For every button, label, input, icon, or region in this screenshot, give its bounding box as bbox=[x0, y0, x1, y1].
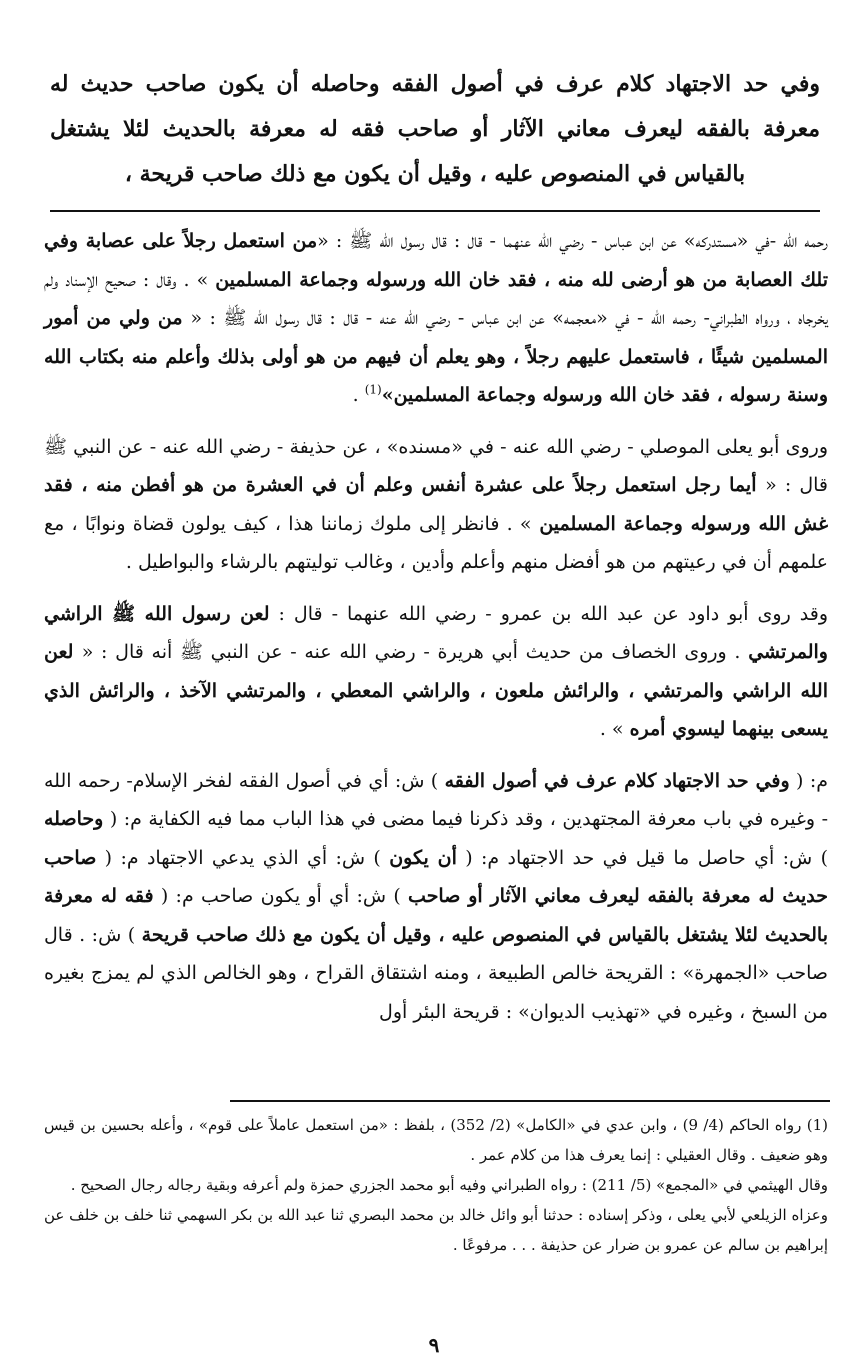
paragraph-1 bbox=[44, 222, 828, 415]
text-run: . وروى الخصاف من حديث أبي هريرة - رضي الله عنه - عن النبي ﷺ أنه قال : « bbox=[81, 641, 749, 663]
footnote-line: خلف بن خلف عن إبراهيم بن سالم عن عمرو بن ضرار عن حذيفة . . . مرفوعًا . bbox=[44, 1206, 828, 1254]
paragraph-2 bbox=[44, 428, 828, 582]
matn-quote: وفي حد الاجتهاد كلام عرف في أصول الفقه bbox=[444, 769, 790, 792]
matn-quote: صاحب حديث له معرفة بالفقه ليعرف معاني الآثار أو صاحب bbox=[44, 846, 828, 907]
text-run: ) ش: أي في أصول الفقه لفخر الإسلام- رحمه الله - وغيره في باب معرفة المجتهدين ، وقد ذكرنا فيما مضى في هذا الباب مما فيه الكفاية م: ( bbox=[44, 769, 828, 830]
footnotes-block bbox=[44, 1110, 828, 1260]
footnote-1 bbox=[44, 1110, 828, 1170]
hadith-quote: أيما رجل استعمل رجلاً على عشرة أنفس وعلم أن في العشرة من هو أفطن منه ، فقد غش الله ورسوله وجماعة المسلمين bbox=[44, 474, 829, 535]
matn-quote: أن يكون bbox=[389, 846, 457, 869]
text-run: وروى أبو يعلى الموصلي - رضي الله عنه - في «مسنده» ، عن حذيفة - رضي الله عنه - عن النبي ﷺ قال : « bbox=[44, 435, 829, 496]
matn-line-1: وفي حد الاجتهاد كلام عرف في أصول الفقه وحاصله أن يكون صاحب حديث له معرفة بالفقه bbox=[50, 71, 820, 142]
text-run: ) ش: . قال صاحب «الجمهرة» : القريحة خالص الطبيعة ، ومنه اشتقاق القراح ، وهو الخالص الذي لم يمزج بغيره من السبخ ، وغيره في «تهذيب الديوان» : قريحة البئر أول bbox=[44, 923, 828, 1023]
matn-quote: وحاصله bbox=[44, 808, 104, 830]
matn-line-3: وقيل أن يكون مع ذلك صاحب قريحة ، bbox=[124, 161, 472, 187]
commentary-block bbox=[44, 222, 828, 1031]
matn-line-2: ليعرف معاني الآثار أو صاحب فقه له معرفة بالحديث لئلا يشتغل بالقياس في المنصوص عليه ، bbox=[50, 116, 746, 187]
hadith-quote: من استعمل رجلاً على عصابة وفي تلك العصابة من هو أرضى لله منه ، فقد خان الله ورسوله وجماعة المسلمين bbox=[44, 230, 828, 291]
footnote-divider bbox=[230, 1100, 830, 1102]
footnote-3 bbox=[44, 1200, 828, 1260]
footnote-2 bbox=[44, 1170, 828, 1200]
text-run: م: ( bbox=[789, 769, 828, 792]
hadith-quote: من ولي من أمور المسلمين شيئًا ، فاستعمل عليهم رجلاً ، وهو يعلم أن فيهم من هو أولى بذلك وأعلم منه بكتاب الله وسنة رسوله ، فقد خان الله ورسوله وجماعة المسلمين» bbox=[44, 307, 828, 406]
paragraph-4 bbox=[44, 762, 828, 1032]
hadith-quote: لعن رسول الله ﷺ الراشي والمرتشي bbox=[44, 602, 828, 663]
paragraph-3 bbox=[44, 595, 828, 749]
page-number: ٩ bbox=[428, 1333, 440, 1357]
matn-divider bbox=[50, 210, 820, 212]
matn-quote: فقه له معرفة بالحديث لئلا يشتغل بالقياس في المنصوص عليه ، وقيل أن يكون مع ذلك صاحب قريحة bbox=[44, 885, 828, 946]
footnote-line: الصحيح . bbox=[70, 1176, 126, 1194]
matn-block bbox=[50, 62, 820, 197]
text-run: » . فانظر إلى ملوك زماننا هذا ، كيف يولون قضاة ونوابًا ، مع علمهم أن في رعيتهم من هو أفضل منهم وأعلم وأدين ، وغالب توليتهم بالرشاء والبواطيل . bbox=[44, 512, 828, 573]
text-run: » . bbox=[599, 718, 630, 740]
text-run: ) ش: أي الذي يدعي الاجتهاد م: ( bbox=[96, 846, 390, 869]
text-run: وقد روى أبو داود عن عبد الله بن عمرو - رضي الله عنهما - قال : bbox=[269, 602, 828, 625]
footnote-line: (1) رواه الحاكم (4/ 9) ، وابن عدي في «الكامل» (2/ 352) ، بلفظ : «من استعمل عاملاً على قوم» ، وأعله bbox=[149, 1116, 828, 1134]
matn-text bbox=[50, 62, 820, 197]
text-run: . bbox=[352, 384, 365, 406]
footnote-marker: (1) bbox=[364, 382, 382, 397]
text-run: رحمه الله -في «مستدركه» عن ابن عباس - رضي الله عنهما - قال : قال رسول الله ﷺ : « bbox=[317, 230, 828, 252]
text-run: » . وقال : صحيح الإسناد ولم يخرجاه ، ورواه الطبراني- رحمه الله - في «معجمه» عن ابن عباس - رضي الله عنه - قال : قال رسول الله ﷺ : « bbox=[44, 268, 828, 329]
footnote-line: وقال الهيثمي في «المجمع» (5/ 211) : رواه الطبراني وفيه أبو محمد الجزري حمزة ولم أعرفه وبقية رجاله رجال bbox=[130, 1176, 828, 1194]
text-run: ) ش: أي أو يكون صاحب م: ( bbox=[153, 885, 409, 907]
text-run: ) ش: أي حاصل ما قيل في حد الاجتهاد م: ( bbox=[456, 846, 828, 869]
footnote-line: وعزاه الزيلعي لأبي يعلى ، وذكر إسناده : حدثنا أبو وائل خالد بن محمد البصري ثنا عبد الله بن بكر السهمي ثنا bbox=[158, 1206, 828, 1224]
footnote-line: بحسين بن قيس وهو ضعيف . وقال العقيلي : إنما يعرف هذا من كلام عمر . bbox=[44, 1116, 828, 1164]
hadith-quote: لعن الله الراشي والمرتشي ، والرائش ملعون ، والراشي المعطي ، والمرتشي الآخذ ، والرائش الذي يسعى بينهما ليسوي أمره bbox=[44, 641, 828, 740]
